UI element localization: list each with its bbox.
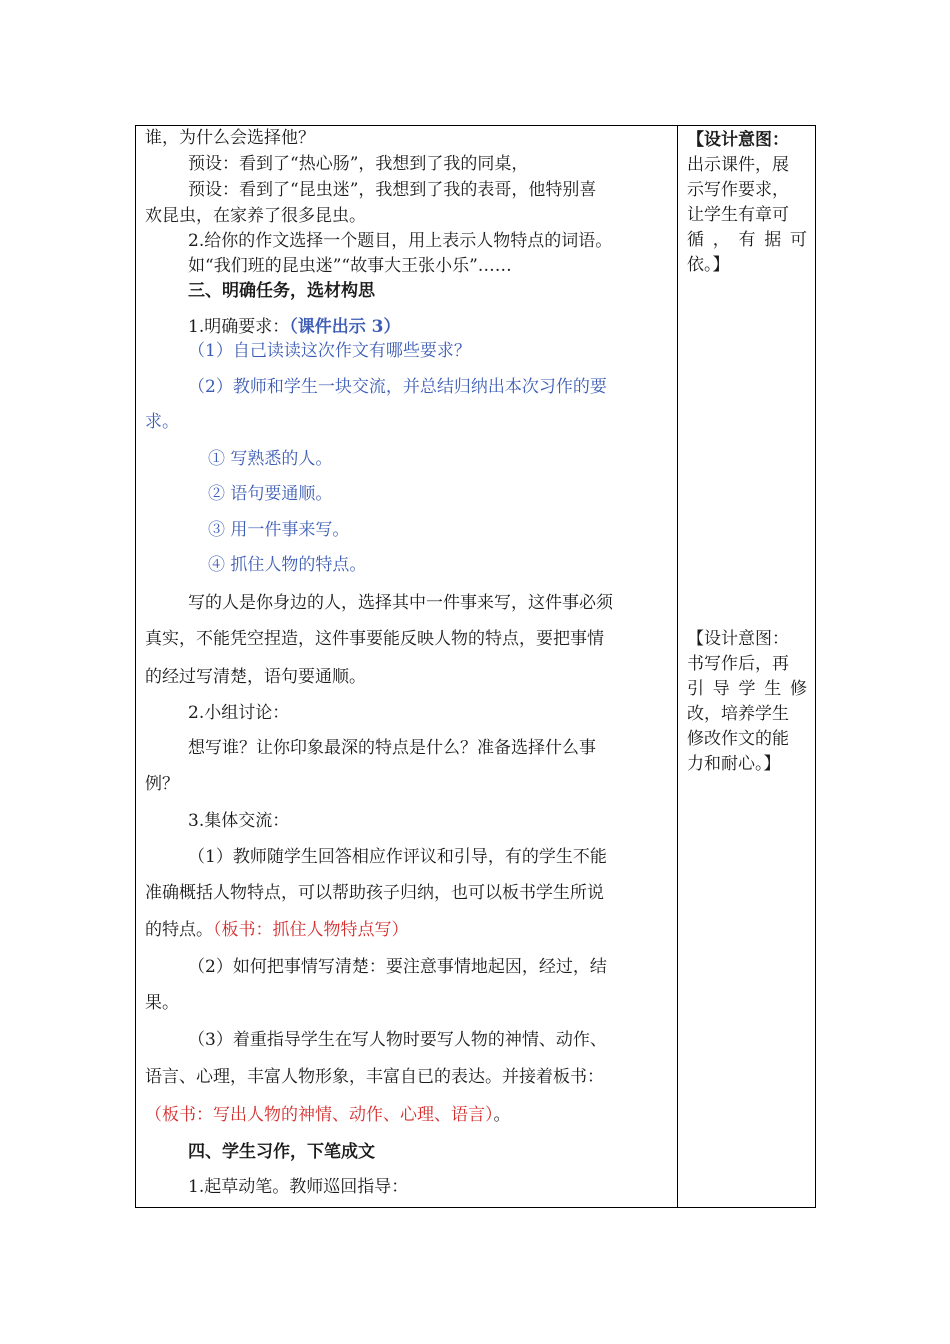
text-line: 如“我们班的昆虫迷”“故事大王张小乐”…… xyxy=(188,256,512,276)
text-line: 果。 xyxy=(145,993,179,1013)
char: 生 xyxy=(764,679,782,699)
text-line: 例？ xyxy=(145,774,179,794)
text-line: 真实，不能凭空捏造，这件事要能反映人物的特点，要把事情 xyxy=(145,629,604,649)
design-intent-line: 示写作要求， xyxy=(687,180,789,200)
text-line xyxy=(145,919,409,941)
char: 修 xyxy=(790,679,807,699)
design-intent-line: 修改作文的能 xyxy=(687,729,789,749)
char: ， xyxy=(712,230,730,250)
board-note: （板书：写出人物的神情、动作、心理、语言） xyxy=(145,1105,494,1125)
char: 可 xyxy=(790,230,807,250)
section-heading: 四、学生习作，下笔成文 xyxy=(188,1142,375,1162)
text-segment: 。 xyxy=(493,1105,511,1125)
char: 有 xyxy=(738,230,756,250)
design-intent-line xyxy=(687,229,807,251)
courseware-note: （课件出示 3） xyxy=(289,317,401,337)
list-item: ② 语句要通顺。 xyxy=(208,484,333,504)
text-line xyxy=(145,1104,511,1126)
text-line: 谁，为什么会选择他？ xyxy=(145,128,315,148)
text-line: 2.给你的作文选择一个题目，用上表示人物特点的词语。 xyxy=(188,231,613,251)
text-line: 求。 xyxy=(145,412,179,432)
text-line: 欢昆虫，在家养了很多昆虫。 xyxy=(145,206,366,226)
design-intent-title: 【设计意图： xyxy=(687,130,789,150)
text-line: 的经过写清楚，语句要通顺。 xyxy=(145,667,366,687)
list-item: ③ 用一件事来写。 xyxy=(208,520,350,540)
text-line: （2）教师和学生一块交流，并总结归纳出本次习作的要 xyxy=(188,377,607,397)
text-line: 预设：看到了“昆虫迷”，我想到了我的表哥，他特别喜 xyxy=(188,180,597,200)
list-item: ④ 抓住人物的特点。 xyxy=(208,555,367,575)
text-line: （1）教师随学生回答相应作评议和引导，有的学生不能 xyxy=(188,847,607,867)
lesson-plan-table xyxy=(135,125,816,1208)
char: 据 xyxy=(764,230,782,250)
requirement-label: 1.明确要求： xyxy=(188,317,290,337)
board-note: （板书：抓住人物特点写） xyxy=(213,920,409,940)
design-intent-line: 书写作后，再 xyxy=(687,654,789,674)
section-heading: 三、明确任务，选材构思 xyxy=(188,281,375,301)
char: 循 xyxy=(687,230,704,250)
design-intent-line: 力和耐心。】 xyxy=(687,754,781,774)
text-line: 2.小组讨论： xyxy=(188,703,290,723)
list-item: ① 写熟悉的人。 xyxy=(208,449,333,469)
text-line: 写的人是你身边的人，选择其中一件事来写，这件事必须 xyxy=(188,593,613,613)
text-segment: 的特点。 xyxy=(145,920,213,940)
text-line: （1）自己读读这次作文有哪些要求？ xyxy=(188,341,471,361)
char: 学 xyxy=(738,679,756,699)
text-line: 1.起草动笔。教师巡回指导： xyxy=(188,1177,409,1197)
design-intent-title: 【设计意图： xyxy=(687,629,789,649)
char: 引 xyxy=(687,679,704,699)
design-intent-line xyxy=(687,678,807,700)
text-line: 3.集体交流： xyxy=(188,811,290,831)
column-divider xyxy=(677,126,678,1207)
text-line: 想写谁？让你印象最深的特点是什么？准备选择什么事 xyxy=(188,738,596,758)
text-line: （2）如何把事情写清楚：要注意事情地起因，经过，结 xyxy=(188,957,607,977)
design-intent-line: 依。】 xyxy=(687,255,730,275)
text-line: 预设：看到了“热心肠”，我想到了我的同桌， xyxy=(188,154,529,174)
text-line: （3）着重指导学生在写人物时要写人物的神情、动作、 xyxy=(188,1030,607,1050)
char: 导 xyxy=(712,679,730,699)
text-line: 准确概括人物特点，可以帮助孩子归纳，也可以板书学生所说 xyxy=(145,883,604,903)
text-line xyxy=(188,316,400,338)
design-intent-line: 让学生有章可 xyxy=(687,205,789,225)
design-intent-line: 出示课件，展 xyxy=(687,155,789,175)
design-intent-line: 改，培养学生 xyxy=(687,704,789,724)
text-line: 语言、心理，丰富人物形象，丰富自已的表达。并接着板书： xyxy=(145,1067,604,1087)
